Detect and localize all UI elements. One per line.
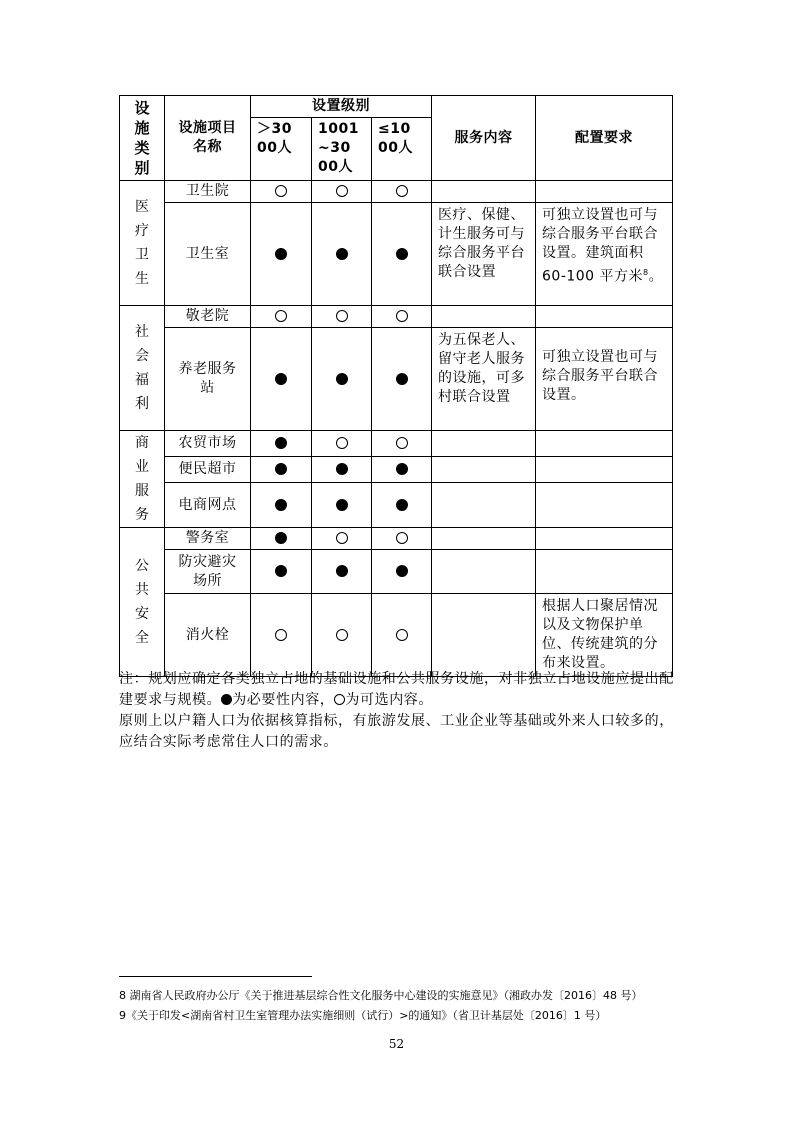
optional-legend-icon (334, 694, 345, 705)
optional-marker-icon (275, 629, 287, 641)
level-medium-cell (312, 328, 372, 431)
optional-marker-icon (396, 629, 408, 641)
required-marker-icon (396, 373, 408, 385)
requirement-cell: 根据人口聚居情况以及文物保护单位、传统建筑的分布来设置。 (536, 594, 673, 677)
required-marker-icon (275, 437, 287, 449)
service-cell (432, 457, 536, 483)
level-medium-cell (312, 594, 372, 677)
service-cell (432, 594, 536, 677)
required-marker-icon (275, 463, 287, 475)
category-welfare: 社会福利 (120, 306, 165, 431)
header-level-small: ≤1000人 (372, 118, 432, 181)
required-marker-icon (275, 248, 287, 260)
required-legend-icon (221, 694, 232, 705)
requirement-cell (536, 181, 673, 203)
level-small-cell (372, 431, 432, 457)
population-note: 原则上以户籍人口为依据核算指标，有旅游发展、工业企业等基础或外来人口较多的，应结合实际考虑常住人口的需求。 (119, 713, 674, 750)
header-level-large: ＞3000人 (251, 118, 312, 181)
header-level-group: 设置级别 (251, 96, 432, 118)
header-requirement: 配置要求 (536, 96, 673, 181)
item-name: 防灾避灾场所 (165, 550, 251, 594)
optional-marker-icon (275, 185, 287, 197)
footnote-ref: 8 (643, 268, 649, 277)
optional-marker-icon (336, 629, 348, 641)
service-cell (432, 550, 536, 594)
required-marker-icon (336, 565, 348, 577)
level-small-cell (372, 181, 432, 203)
optional-marker-icon (336, 437, 348, 449)
level-large-cell (251, 594, 312, 677)
optional-marker-icon (396, 437, 408, 449)
requirement-cell: 可独立设置也可与综合服务平台联合设置。 (536, 328, 673, 431)
level-small-cell (372, 328, 432, 431)
level-small-cell (372, 306, 432, 328)
footnote-8: 8 湖南省人民政府办公厅《关于推进基层综合性文化服务中心建设的实施意见》（湘政办发〔2016〕48 号） (119, 989, 643, 1002)
level-small-cell (372, 203, 432, 306)
level-large-cell (251, 483, 312, 528)
required-marker-icon (336, 499, 348, 511)
required-marker-icon (396, 499, 408, 511)
item-name: 敬老院 (165, 306, 251, 328)
level-small-cell (372, 457, 432, 483)
required-legend-text: 为必要性内容， (232, 692, 335, 708)
item-name: 消火栓 (165, 594, 251, 677)
level-medium-cell (312, 306, 372, 328)
note-paragraph (119, 669, 679, 711)
required-marker-icon (336, 373, 348, 385)
required-marker-icon (275, 373, 287, 385)
category-public-safety: 公共安全 (120, 528, 165, 677)
optional-marker-icon (396, 532, 408, 544)
level-large-cell (251, 431, 312, 457)
service-cell (432, 431, 536, 457)
level-large-cell (251, 328, 312, 431)
requirement-cell (536, 483, 673, 528)
facility-table (119, 95, 673, 677)
category-medical: 医疗卫生 (120, 181, 165, 306)
footnote-divider (119, 976, 312, 977)
optional-marker-icon (336, 310, 348, 322)
required-marker-icon (275, 565, 287, 577)
level-medium-cell (312, 431, 372, 457)
requirement-tail: 。 (648, 268, 664, 285)
level-medium-cell (312, 550, 372, 594)
service-cell (432, 306, 536, 328)
footnote-9: 9《关于印发<湖南省村卫生室管理办法实施细则（试行）>的通知》（省卫计基层处〔2016〕1 号） (119, 1009, 607, 1022)
requirement-cell (536, 550, 673, 594)
level-small-cell (372, 483, 432, 528)
optional-marker-icon (275, 310, 287, 322)
requirement-cell (536, 528, 673, 550)
level-small-cell (372, 528, 432, 550)
item-name: 卫生院 (165, 181, 251, 203)
level-large-cell (251, 306, 312, 328)
item-name: 电商网点 (165, 483, 251, 528)
requirement-cell (536, 431, 673, 457)
item-name: 便民超市 (165, 457, 251, 483)
required-marker-icon (336, 248, 348, 260)
item-name: 卫生室 (165, 203, 251, 306)
header-service: 服务内容 (432, 96, 536, 181)
level-large-cell (251, 550, 312, 594)
page-number: 52 (388, 1037, 405, 1051)
category-commerce: 商业服务 (120, 431, 165, 528)
note-text: 注：规划应确定各类独立占地的基础设施和公共服务设施，对非独立占地设施应提出配建要求与规模。 (119, 671, 674, 708)
required-marker-icon (336, 463, 348, 475)
level-medium-cell (312, 528, 372, 550)
required-marker-icon (396, 248, 408, 260)
level-small-cell (372, 550, 432, 594)
item-name: 养老服务站 (165, 328, 251, 431)
level-medium-cell (312, 457, 372, 483)
requirement-cell (536, 457, 673, 483)
header-level-medium: 1001~3000人 (312, 118, 372, 181)
level-medium-cell (312, 203, 372, 306)
level-large-cell (251, 457, 312, 483)
level-large-cell (251, 528, 312, 550)
service-cell (432, 181, 536, 203)
level-large-cell (251, 203, 312, 306)
optional-marker-icon (396, 185, 408, 197)
requirement-cell (536, 306, 673, 328)
optional-legend-text: 为可选内容。 (345, 692, 434, 708)
required-marker-icon (275, 499, 287, 511)
optional-marker-icon (396, 310, 408, 322)
header-item-name: 设施项目名称 (165, 96, 251, 181)
level-medium-cell (312, 483, 372, 528)
service-cell (432, 528, 536, 550)
requirement-text: 可独立设置也可与综合服务平台联合设置。建筑面积 60-100 平方米 (542, 207, 658, 285)
optional-marker-icon (336, 532, 348, 544)
level-small-cell (372, 594, 432, 677)
level-medium-cell (312, 181, 372, 203)
optional-marker-icon (336, 185, 348, 197)
required-marker-icon (275, 532, 287, 544)
service-cell (432, 483, 536, 528)
requirement-cell (536, 203, 673, 306)
service-cell: 为五保老人、留守老人服务的设施，可多村联合设置 (432, 328, 536, 431)
service-cell: 医疗、保健、计生服务可与综合服务平台联合设置 (432, 203, 536, 306)
item-name: 农贸市场 (165, 431, 251, 457)
level-large-cell (251, 181, 312, 203)
required-marker-icon (396, 463, 408, 475)
required-marker-icon (396, 565, 408, 577)
header-category: 设施类别 (120, 96, 165, 181)
item-name: 警务室 (165, 528, 251, 550)
